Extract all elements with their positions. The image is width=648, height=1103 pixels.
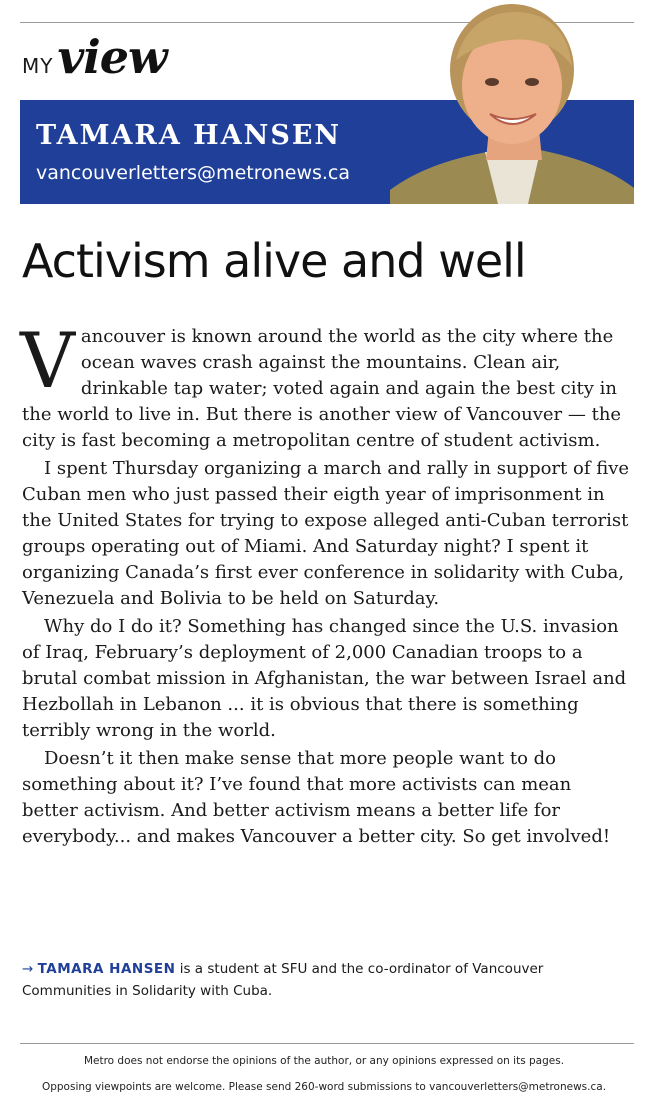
author-photo — [390, 0, 634, 204]
author-email: vancouverletters@metronews.ca — [36, 162, 351, 184]
author-bio-name: TAMARA HANSEN — [37, 961, 176, 977]
article-body — [20, 316, 632, 852]
bottom-rule — [20, 1043, 634, 1044]
author-bio-text: is a student at SFU and the co-ordinator of Vancouver Communities in Solidarity with Cuba. — [22, 961, 544, 999]
author-bio — [22, 958, 632, 1002]
section-prefix: MY — [22, 54, 54, 78]
section-title: view — [57, 30, 167, 84]
section-header — [22, 30, 167, 84]
article-paragraph: Doesn’t it then make sense that more people want to do something about it? I’ve found that more activists can mean better activism. And better activism means a better life for everybody... and makes Vancouver a better city. So get involved! — [22, 748, 611, 847]
arrow-right-icon: → — [22, 961, 34, 977]
article-paragraph: I spent Thursday organizing a march and rally in support of five Cuban men who just passed their eigth year of imprisonment in the United States for trying to expose alleged anti-Cuban terrorist groups operating out of Miami. And Saturday night? I spent it organizing Canada’s first ever conference in solidarity with Cuba, Venezuela and Bolivia to be held on Saturday. — [22, 458, 630, 609]
disclaimer-line-1: Metro does not endorse the opinions of the author, or any opinions expressed on its pages. — [83, 1055, 565, 1067]
author-photo-image — [390, 0, 634, 204]
disclaimer-line-2: Opposing viewpoints are welcome. Please send 260-word submissions to vancouverletters@metronews.ca. — [41, 1081, 607, 1093]
article-paragraph: Why do I do it? Something has changed since the U.S. invasion of Iraq, February’s deployment of 2,000 Canadian troops to a brutal combat mission in Afghanistan, the war between Israel and Hezbollah in Lebanon ... it is obvious that there is something terribly wrong in the world. — [22, 616, 627, 741]
article-paragraph: Vancouver is known around the world as the city where the ocean waves crash against the mountains. Clean air, drinkable tap water; voted again and again the best city in the world to live in. But there is another view of Vancouver — the city is fast becoming a metropolitan centre of student activism. — [20, 316, 622, 451]
drop-cap: V — [20, 316, 75, 405]
author-name: TAMARA HANSEN — [36, 120, 342, 151]
headline: Activism alive and well — [22, 234, 526, 288]
